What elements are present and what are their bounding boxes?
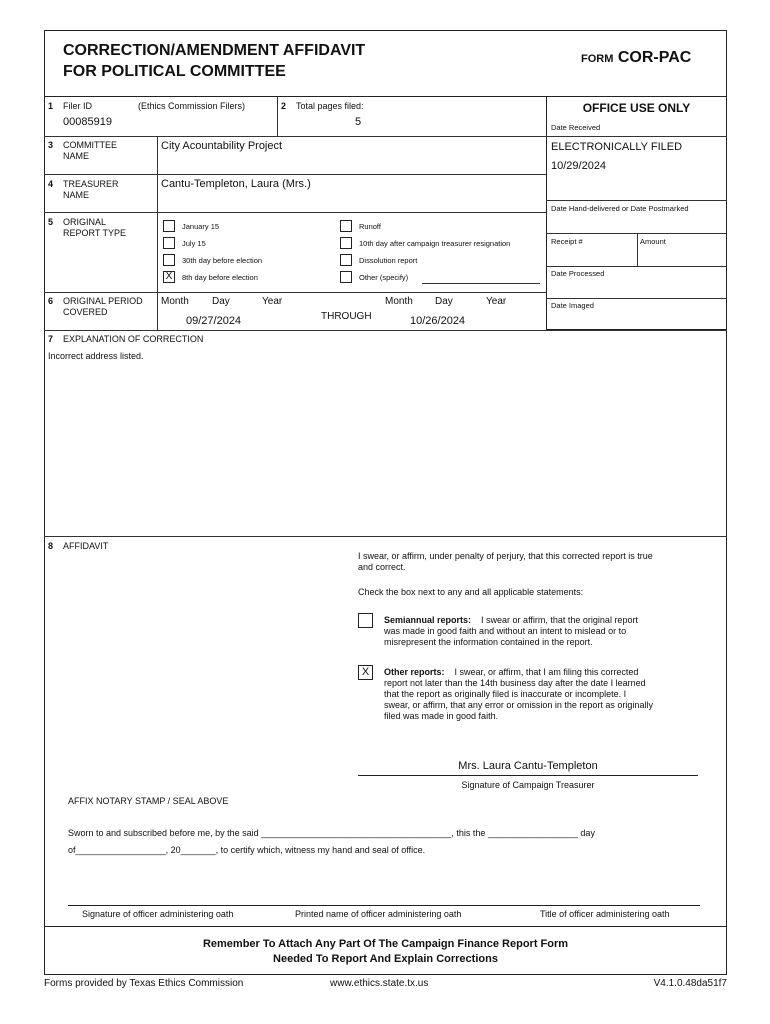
other-reports-checkbox[interactable]: X bbox=[358, 665, 373, 680]
filing-date: 10/29/2024 bbox=[551, 160, 607, 172]
sworn-line1: Sworn to and subscribed before me, by the said ______________________________________, this the __________________ day bbox=[68, 828, 595, 838]
filing-status: ELECTRONICALLY FILED bbox=[551, 141, 683, 153]
field2-num: 2 bbox=[281, 101, 287, 111]
other-specify-line[interactable] bbox=[422, 283, 540, 284]
from-year-label: Year bbox=[262, 296, 283, 307]
explanation-value: Incorrect address listed. bbox=[48, 351, 144, 361]
treasurer-name-value: Cantu-Templeton, Laura (Mrs.) bbox=[161, 178, 311, 190]
dissolution-label: Dissolution report bbox=[359, 256, 418, 265]
runoff-checkbox[interactable] bbox=[340, 220, 352, 232]
form-title-line1: CORRECTION/AMENDMENT AFFIDAVIT bbox=[63, 42, 366, 59]
through-label: THROUGH bbox=[321, 311, 372, 322]
field3-num: 3 bbox=[48, 140, 54, 150]
to-day-label: Day bbox=[435, 296, 453, 307]
semiannual-checkbox[interactable] bbox=[358, 613, 373, 628]
field8-num: 8 bbox=[48, 541, 54, 551]
8th-day-label: 8th day before election bbox=[182, 273, 258, 282]
dissolution-checkbox[interactable] bbox=[340, 254, 352, 266]
affidavit-label: AFFIDAVIT bbox=[63, 541, 109, 551]
other-specify-label: Other (specify) bbox=[359, 273, 409, 282]
office-use-title: OFFICE USE ONLY bbox=[582, 101, 691, 115]
period-from-value: 09/27/2024 bbox=[186, 315, 242, 327]
notary-label: AFFIX NOTARY STAMP / SEAL ABOVE bbox=[68, 796, 229, 806]
remember-note: Remember To Attach Any Part Of The Campaign Finance Report Form Needed To Report And Explain Corrections bbox=[202, 938, 569, 965]
from-month-label: Month bbox=[161, 296, 189, 307]
form-title bbox=[63, 40, 365, 82]
january-15-checkbox[interactable] bbox=[163, 220, 175, 232]
field7-num: 7 bbox=[48, 334, 54, 344]
field4-num: 4 bbox=[48, 179, 54, 189]
filer-id-sub: (Ethics Commission Filers) bbox=[138, 101, 246, 111]
form-title-line2: FOR POLITICAL COMMITTEE bbox=[63, 63, 286, 80]
semiannual-text: Semiannual reports: I swear or affirm, that the original report was made in good faith and without an intent to mislead or to misrepresent the information contained in the report. bbox=[384, 615, 638, 647]
footer-version: V4.1.0.48da51f7 bbox=[653, 978, 727, 989]
amount-label: Amount bbox=[640, 237, 666, 246]
period-to-value: 10/26/2024 bbox=[410, 315, 466, 327]
sworn-line2: of__________________, 20_______, to certify which, witness my hand and seal of office. bbox=[68, 845, 426, 855]
january-15-label: January 15 bbox=[182, 222, 220, 231]
date-imaged-label: Date Imaged bbox=[551, 301, 594, 310]
8th-day-checkbox[interactable]: X bbox=[163, 271, 175, 283]
other-reports-text: Other reports: I swear, or affirm, that I am filing this corrected report not later than the 14th business day after the date I learned that the report as originally filed is inaccurate or incomplete. I swear, or affirm, that any error or omission in the report as originally filed was made in good faith. bbox=[384, 667, 653, 721]
total-pages-label: Total pages filed: bbox=[296, 101, 364, 111]
runoff-label: Runoff bbox=[359, 222, 381, 231]
officer-title-caption: Title of officer administering oath bbox=[540, 909, 670, 919]
period-label: ORIGINAL PERIOD COVERED bbox=[63, 296, 143, 317]
to-month-label: Month bbox=[385, 296, 413, 307]
officer-signature-caption: Signature of officer administering oath bbox=[82, 909, 234, 919]
filer-id-value: 00085919 bbox=[63, 116, 112, 128]
total-pages-value: 5 bbox=[355, 116, 362, 128]
date-received-label: Date Received bbox=[551, 123, 601, 132]
committee-label: COMMITTEE NAME bbox=[63, 140, 117, 161]
officer-printed-caption: Printed name of officer administering oath bbox=[295, 909, 462, 919]
30th-day-checkbox[interactable] bbox=[163, 254, 175, 266]
committee-name-value: City Acountability Project bbox=[161, 140, 283, 152]
form-prefix: FORM bbox=[581, 53, 614, 65]
form-code bbox=[581, 49, 691, 67]
field1-num: 1 bbox=[48, 101, 54, 111]
july-15-checkbox[interactable] bbox=[163, 237, 175, 249]
treasurer-signature: Mrs. Laura Cantu-Templeton bbox=[458, 760, 598, 772]
field6-num: 6 bbox=[48, 296, 54, 306]
30th-day-label: 30th day before election bbox=[182, 256, 263, 265]
signature-caption: Signature of Campaign Treasurer bbox=[461, 780, 595, 790]
check-intro: Check the box next to any and all applicable statements: bbox=[358, 587, 584, 597]
10th-day-resignation-label: 10th day after campaign treasurer resignation bbox=[359, 239, 511, 248]
form-code-value: COR-PAC bbox=[617, 49, 692, 66]
filer-id-label: Filer ID bbox=[63, 101, 92, 111]
explanation-label: EXPLANATION OF CORRECTION bbox=[63, 334, 204, 344]
receipt-label: Receipt # bbox=[551, 237, 583, 246]
july-15-label: July 15 bbox=[182, 239, 206, 248]
treasurer-label: TREASURER NAME bbox=[63, 179, 119, 200]
10th-day-resignation-checkbox[interactable] bbox=[340, 237, 352, 249]
report-type-label: ORIGINAL REPORT TYPE bbox=[63, 217, 127, 238]
date-hand-label: Date Hand-delivered or Date Postmarked bbox=[551, 204, 689, 213]
field5-num: 5 bbox=[48, 217, 54, 227]
footer-left: Forms provided by Texas Ethics Commission bbox=[44, 978, 244, 989]
to-year-label: Year bbox=[486, 296, 507, 307]
date-processed-label: Date Processed bbox=[551, 269, 605, 278]
swear-text: I swear, or affirm, under penalty of perjury, that this corrected report is true and correct. bbox=[358, 551, 653, 572]
footer-url[interactable]: www.ethics.state.tx.us bbox=[330, 978, 429, 989]
from-day-label: Day bbox=[212, 296, 230, 307]
other-specify-checkbox[interactable] bbox=[340, 271, 352, 283]
